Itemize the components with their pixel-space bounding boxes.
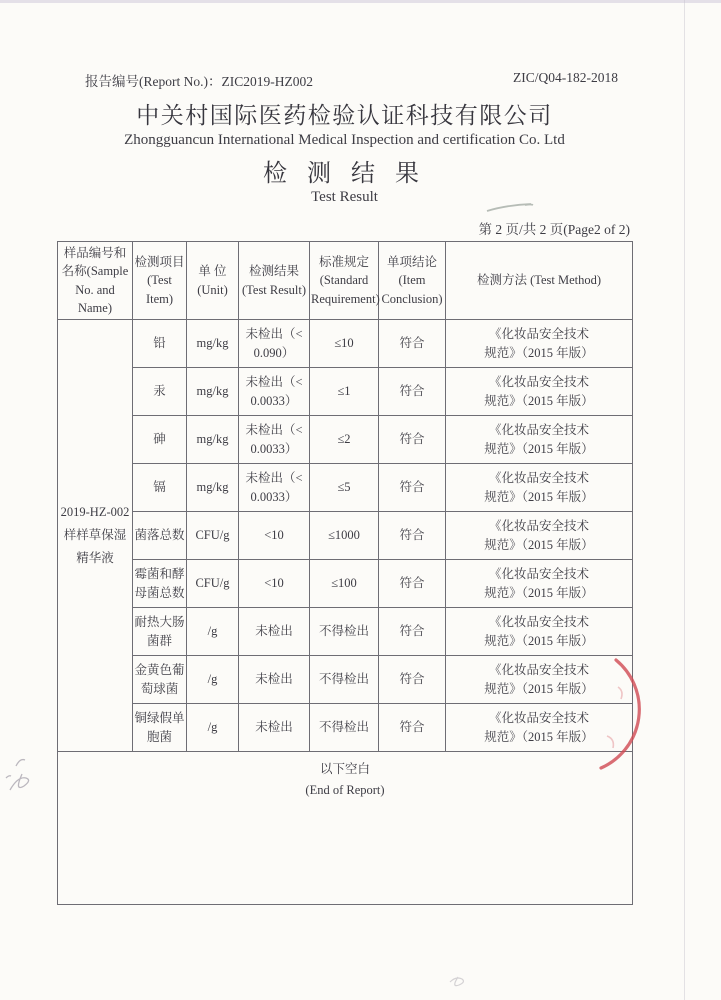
cell-method: 《化妆品安全技术 规范》（2015 年版） <box>446 464 633 512</box>
cell-test-item: 霉菌和酵母菌总数 <box>133 560 187 608</box>
report-number <box>57 70 313 90</box>
cell-method: 《化妆品安全技术 规范》（2015 年版） <box>446 560 633 608</box>
document-body <box>57 0 632 905</box>
table-row-pseudomonas <box>58 704 633 752</box>
table-row-lead <box>58 320 633 368</box>
cell-result: 未检出（< 0.0033） <box>239 416 310 464</box>
cell-test-item: 耐热大肠菌群 <box>133 608 187 656</box>
cell-result: 未检出 <box>239 704 310 752</box>
cell-unit: mg/kg <box>187 464 239 512</box>
cell-test-item: 汞 <box>133 368 187 416</box>
pencil-smudge-bottom <box>450 977 463 986</box>
report-number-line <box>57 70 632 90</box>
end-of-report-row <box>58 752 633 905</box>
table-row-mold-yeast <box>58 560 633 608</box>
cell-standard: ≤1 <box>310 368 379 416</box>
end-of-report-en: (End of Report) <box>305 783 385 798</box>
scan-edge-line <box>684 0 685 1000</box>
report-number-label: 报告编号(Report No.)： <box>85 74 222 89</box>
cell-result: <10 <box>239 560 310 608</box>
cell-unit: mg/kg <box>187 320 239 368</box>
col-header-conclusion: 单项结论 (Item Conclusion) <box>379 242 446 320</box>
table-header-row <box>58 242 633 320</box>
col-header-sample: 样品编号和名称(Sample No. and Name) <box>58 242 133 320</box>
sample-cell <box>58 320 133 752</box>
cell-result: 未检出 <box>239 608 310 656</box>
cell-standard: 不得检出 <box>310 608 379 656</box>
cell-conclusion: 符合 <box>379 512 446 560</box>
end-of-report-cell <box>58 752 633 905</box>
cell-result: 未检出（< 0.0033） <box>239 368 310 416</box>
cell-conclusion: 符合 <box>379 656 446 704</box>
cell-standard: ≤100 <box>310 560 379 608</box>
document-title-en: Test Result <box>311 189 378 205</box>
cell-method: 《化妆品安全技术 规范》（2015 年版） <box>446 416 633 464</box>
cell-test-item: 铅 <box>133 320 187 368</box>
cell-result: 未检出 <box>239 656 310 704</box>
cell-conclusion: 符合 <box>379 560 446 608</box>
cell-result: 未检出（< 0.090） <box>239 320 310 368</box>
sample-no: 2019-HZ-002 <box>60 504 130 519</box>
cell-test-item: 金黄色葡萄球菌 <box>133 656 187 704</box>
cell-result: 未检出（< 0.0033） <box>239 464 310 512</box>
company-name-cn: 中关村国际医药检验认证科技有限公司 <box>136 103 553 128</box>
col-header-standard: 标准规定 (Standard Requirement) <box>310 242 379 320</box>
cell-unit: CFU/g <box>187 560 239 608</box>
cell-conclusion: 符合 <box>379 320 446 368</box>
cell-unit: /g <box>187 704 239 752</box>
cell-method: 《化妆品安全技术 规范》（2015 年版） <box>446 656 633 704</box>
cell-standard: ≤5 <box>310 464 379 512</box>
cell-conclusion: 符合 <box>379 608 446 656</box>
cell-unit: CFU/g <box>187 512 239 560</box>
cell-method: 《化妆品安全技术 规范》（2015 年版） <box>446 368 633 416</box>
cell-conclusion: 符合 <box>379 464 446 512</box>
col-header-test-item: 检测项目 (Test Item) <box>133 242 187 320</box>
cell-standard: 不得检出 <box>310 704 379 752</box>
cell-result: <10 <box>239 512 310 560</box>
cell-method: 《化妆品安全技术 规范》（2015 年版） <box>446 608 633 656</box>
cell-standard: ≤1000 <box>310 512 379 560</box>
sample-name-line1: 样样草保湿 <box>63 527 127 542</box>
cell-conclusion: 符合 <box>379 704 446 752</box>
test-results-table <box>57 241 633 905</box>
page-indicator: 第 2 页/共 2 页(Page2 of 2) <box>478 222 630 237</box>
cell-unit: /g <box>187 656 239 704</box>
cell-conclusion: 符合 <box>379 368 446 416</box>
table-row-coliform <box>58 608 633 656</box>
table-row-arsenic <box>58 416 633 464</box>
report-number-value: ZIC2019-HZ002 <box>221 74 313 89</box>
cell-method: 《化妆品安全技术 规范》（2015 年版） <box>446 704 633 752</box>
pencil-scribble-left <box>6 760 29 790</box>
cell-test-item: 菌落总数 <box>133 512 187 560</box>
col-header-unit: 单 位 (Unit) <box>187 242 239 320</box>
table-row-mercury <box>58 368 633 416</box>
company-name-en: Zhongguancun International Medical Inspection and certification Co. Ltd <box>124 132 565 148</box>
col-header-method: 检测方法 (Test Method) <box>446 242 633 320</box>
cell-standard: ≤10 <box>310 320 379 368</box>
cell-method: 《化妆品安全技术 规范》（2015 年版） <box>446 320 633 368</box>
document-title-cn: 检 测 结 果 <box>263 161 426 187</box>
cell-unit: /g <box>187 608 239 656</box>
cell-method: 《化妆品安全技术 规范》（2015 年版） <box>446 512 633 560</box>
table-row-staph-aureus <box>58 656 633 704</box>
col-header-test-result: 检测结果 (Test Result) <box>239 242 310 320</box>
sample-name-line2: 精华液 <box>76 551 114 566</box>
cell-standard: ≤2 <box>310 416 379 464</box>
cell-unit: mg/kg <box>187 368 239 416</box>
doc-code: ZIC/Q04-182-2018 <box>513 70 618 85</box>
cell-test-item: 镉 <box>133 464 187 512</box>
cell-test-item: 铜绿假单胞菌 <box>133 704 187 752</box>
table-row-cadmium <box>58 464 633 512</box>
cell-test-item: 砷 <box>133 416 187 464</box>
cell-standard: 不得检出 <box>310 656 379 704</box>
cell-conclusion: 符合 <box>379 416 446 464</box>
table-row-colony-count <box>58 512 633 560</box>
cell-unit: mg/kg <box>187 416 239 464</box>
end-of-report-cn: 以下空白 <box>319 762 370 776</box>
